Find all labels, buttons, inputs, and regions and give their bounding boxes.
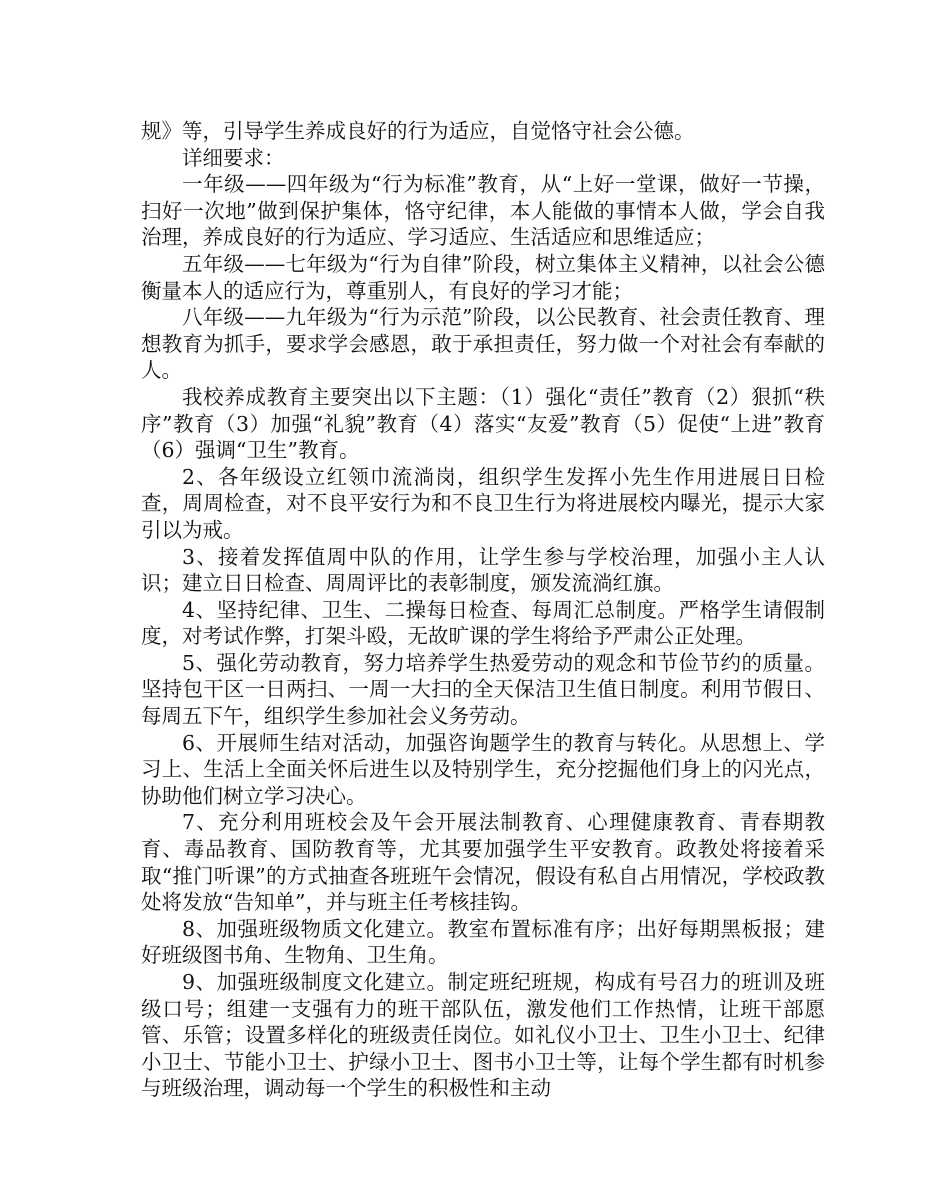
paragraph-2: 一年级——四年级为“行为标准”教育，从“上好一堂课，做好一节操，扫好一次地”做到保护集体，恪守纪律，本人能做的事情本人做，学会自我治理，养成良好的行为适应、学习适应、生活适应和思维适应；	[141, 172, 825, 250]
paragraph-12: 8、加强班级物质文化建立。教室布置标准有序；出好每期黑板报；建好班级图书角、生物角、卫生角。	[141, 916, 825, 968]
paragraph-8: 4、坚持纪律、卫生、二操每日检查、每周汇总制度。严格学生请假制度，对考试作弊，打架斗殴，无故旷课的学生将给予严肃公正处理。	[141, 597, 825, 649]
paragraph-7: 3、接着发挥值周中队的作用，让学生参与学校治理，加强小主人认识；建立日日检查、周周评比的表彰制度，颁发流淌红旗。	[141, 544, 825, 596]
paragraph-13: 9、加强班级制度文化建立。制定班纪班规，构成有号召力的班训及班级口号；组建一支强有力的班干部队伍，激发他们工作热情，让班干部愿管、乐管；设置多样化的班级责任岗位。如礼仪小卫士、卫生小卫士、纪律小卫士、节能小卫士、护绿小卫士、图书小卫士等，让每个学生都有时机参与班级治理，调动每一个学生的积极性和主动	[141, 970, 825, 1101]
paragraph-1: 详细要求：	[182, 145, 285, 170]
document-page	[141, 118, 825, 1102]
paragraph-6: 2、各年级设立红领巾流淌岗，组织学生发挥小先生作用进展日日检查，周周检查，对不良平安行为和不良卫生行为将进展校内曝光，提示大家引以为戒。	[141, 464, 825, 542]
paragraph-3: 五年级——七年级为“行为自律”阶段，树立集体主义精神，以社会公德衡量本人的适应行为，尊重别人，有良好的学习才能；	[141, 251, 825, 303]
paragraph-10: 6、开展师生结对活动，加强咨询题学生的教育与转化。从思想上、学习上、生活上全面关怀后进生以及特别学生，充分挖掘他们身上的闪光点，协助他们树立学习决心。	[141, 730, 825, 808]
paragraph-0: 规》等，引导学生养成良好的行为适应，自觉恪守社会公德。	[141, 119, 695, 143]
paragraph-9: 5、强化劳动教育，努力培养学生热爱劳动的观念和节俭节约的质量。坚持包干区一日两扫、一周一大扫的全天保洁卫生值日制度。利用节假日、每周五下午，组织学生参加社会义务劳动。	[141, 650, 825, 729]
paragraph-5: 我校养成教育主要突出以下主题：（1）强化“责任”教育（2）狠抓“秩序”教育（3）加强“礼貌”教育（4）落实“友爱”教育（5）促使“上进”教育（6）强调“卫生”教育。	[141, 384, 825, 463]
paragraph-11: 7、充分利用班校会及午会开展法制教育、心理健康教育、青春期教育、毒品教育、国防教育等，尤其要加强学生平安教育。政教处将接着采取“推门听课”的方式抽查各班班午会情况，假设有私自占用情况，学校政教处将发放“告知单”，并与班主任考核挂钩。	[141, 810, 825, 915]
paragraph-4: 八年级——九年级为“行为示范”阶段，以公民教育、社会责任教育、理想教育为抓手，要求学会感恩，敢于承担责任，努力做一个对社会有奉献的人。	[141, 305, 825, 383]
